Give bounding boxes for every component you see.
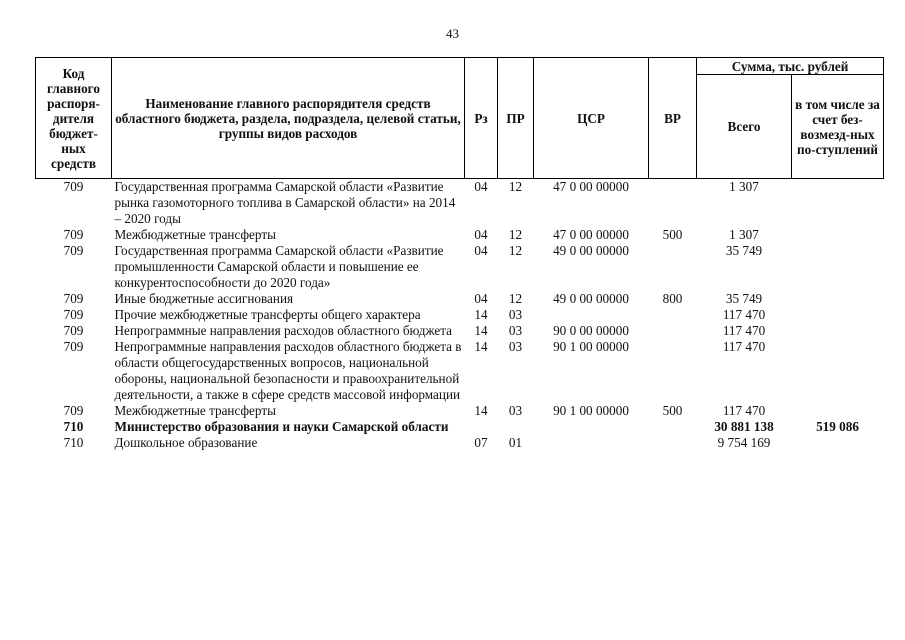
cell-pr: 03	[508, 403, 523, 418]
table-body	[36, 179, 884, 452]
header-rz: Рз	[465, 58, 498, 179]
cell-name: Министерство образования и науки Самарской области	[114, 419, 449, 434]
cell-csr: 49 0 00 00000	[553, 291, 629, 306]
cell-pr: 12	[508, 179, 523, 194]
table-row	[36, 339, 884, 403]
cell-name: Государственная программа Самарской области «Развитие рынка газомоторного топлива в Самарской области» на 2014 – 2020 годы	[114, 179, 456, 226]
cell-rz: 14	[474, 307, 488, 322]
cell-csr	[534, 419, 649, 435]
cell-total: 117 470	[722, 323, 766, 338]
cell-total: 1 307	[729, 227, 759, 242]
cell-incl	[792, 291, 884, 307]
header-vr: ВР	[649, 58, 697, 179]
table-row	[36, 435, 884, 451]
cell-rz	[465, 419, 498, 435]
header-name: Наименование главного распорядителя средств областного бюджета, раздела, подраздела, целевой статьи, группы видов расходов	[112, 58, 465, 179]
cell-incl	[792, 307, 884, 323]
cell-csr: 49 0 00 00000	[553, 243, 629, 258]
cell-pr: 12	[508, 227, 523, 242]
cell-code: 710	[63, 419, 84, 434]
cell-code: 709	[63, 243, 84, 258]
cell-total: 30 881 138	[714, 419, 774, 434]
header-code: Код главного распоря-дителя бюджет-ных средств	[36, 58, 112, 179]
table-row	[36, 403, 884, 419]
cell-vr: 500	[662, 403, 683, 418]
cell-vr: 500	[662, 227, 683, 242]
budget-table	[35, 57, 884, 451]
cell-name: Прочие межбюджетные трансферты общего характера	[114, 307, 421, 322]
cell-code: 709	[63, 339, 84, 354]
cell-pr	[498, 419, 534, 435]
header-incl: в том числе за счет без-возмезд-ных по-ступлений	[792, 75, 884, 179]
cell-total: 117 470	[722, 403, 766, 418]
cell-rz: 14	[474, 403, 488, 418]
table-row	[36, 323, 884, 339]
cell-rz: 04	[474, 291, 488, 306]
cell-total: 117 470	[722, 339, 766, 354]
header-csr: ЦСР	[534, 58, 649, 179]
cell-vr	[649, 339, 697, 403]
cell-vr	[649, 179, 697, 228]
cell-rz: 14	[474, 339, 488, 354]
cell-code: 710	[63, 435, 84, 450]
cell-rz: 14	[474, 323, 488, 338]
table-row	[36, 243, 884, 291]
cell-code: 709	[63, 307, 84, 322]
cell-code: 709	[63, 323, 84, 338]
cell-vr: 800	[662, 291, 683, 306]
cell-vr	[649, 419, 697, 435]
cell-csr: 90 0 00 00000	[553, 323, 629, 338]
header-pr: ПР	[498, 58, 534, 179]
cell-name: Межбюджетные трансферты	[114, 403, 276, 418]
cell-incl: 519 086	[816, 419, 859, 434]
table-row	[36, 291, 884, 307]
cell-csr: 90 1 00 00000	[553, 339, 629, 354]
cell-incl	[792, 339, 884, 403]
cell-csr: 47 0 00 00000	[553, 179, 629, 194]
cell-code: 709	[63, 179, 84, 194]
cell-incl	[792, 227, 884, 243]
cell-incl	[792, 323, 884, 339]
cell-csr: 47 0 00 00000	[553, 227, 629, 242]
cell-pr: 01	[508, 435, 523, 450]
cell-rz: 07	[474, 435, 488, 450]
cell-vr	[649, 243, 697, 291]
cell-pr: 03	[508, 339, 523, 354]
table-row	[36, 419, 884, 435]
cell-csr	[534, 435, 649, 451]
cell-name: Дошкольное образование	[114, 435, 258, 450]
cell-pr: 03	[508, 307, 523, 322]
cell-pr: 12	[508, 291, 523, 306]
cell-csr: 90 1 00 00000	[553, 403, 629, 418]
cell-name: Межбюджетные трансферты	[114, 227, 276, 242]
cell-code: 709	[63, 291, 84, 306]
cell-code: 709	[63, 227, 84, 242]
page-number: 43	[446, 26, 459, 41]
cell-rz: 04	[474, 227, 488, 242]
cell-total: 35 749	[725, 243, 763, 258]
cell-pr: 12	[508, 243, 523, 258]
cell-name: Непрограммные направления расходов областного бюджета в области общегосударственных вопросов, национальной обороны, национальной безопасности и правоохранительной деятельности, а также в сфере средств массовой информации	[114, 339, 462, 402]
cell-vr	[649, 307, 697, 323]
cell-csr	[534, 307, 649, 323]
cell-incl	[792, 243, 884, 291]
table-row	[36, 227, 884, 243]
cell-name: Иные бюджетные ассигнования	[114, 291, 294, 306]
cell-total: 35 749	[725, 291, 763, 306]
cell-total: 1 307	[729, 179, 759, 194]
cell-incl	[792, 179, 884, 228]
table-row	[36, 179, 884, 228]
cell-incl	[792, 435, 884, 451]
cell-total: 9 754 169	[717, 435, 771, 450]
header-sum-group: Сумма, тыс. рублей	[697, 58, 884, 75]
cell-incl	[792, 403, 884, 419]
cell-rz: 04	[474, 243, 488, 258]
cell-vr	[649, 323, 697, 339]
cell-pr: 03	[508, 323, 523, 338]
table-row	[36, 307, 884, 323]
cell-vr	[649, 435, 697, 451]
header-total: Всего	[697, 75, 792, 179]
cell-code: 709	[63, 403, 84, 418]
cell-name: Непрограммные направления расходов областного бюджета	[114, 323, 453, 338]
cell-rz: 04	[474, 179, 488, 194]
cell-name: Государственная программа Самарской области «Развитие промышленности Самарской области и повышение ее конкурентоспособности до 2020 года»	[114, 243, 444, 290]
cell-total: 117 470	[722, 307, 766, 322]
